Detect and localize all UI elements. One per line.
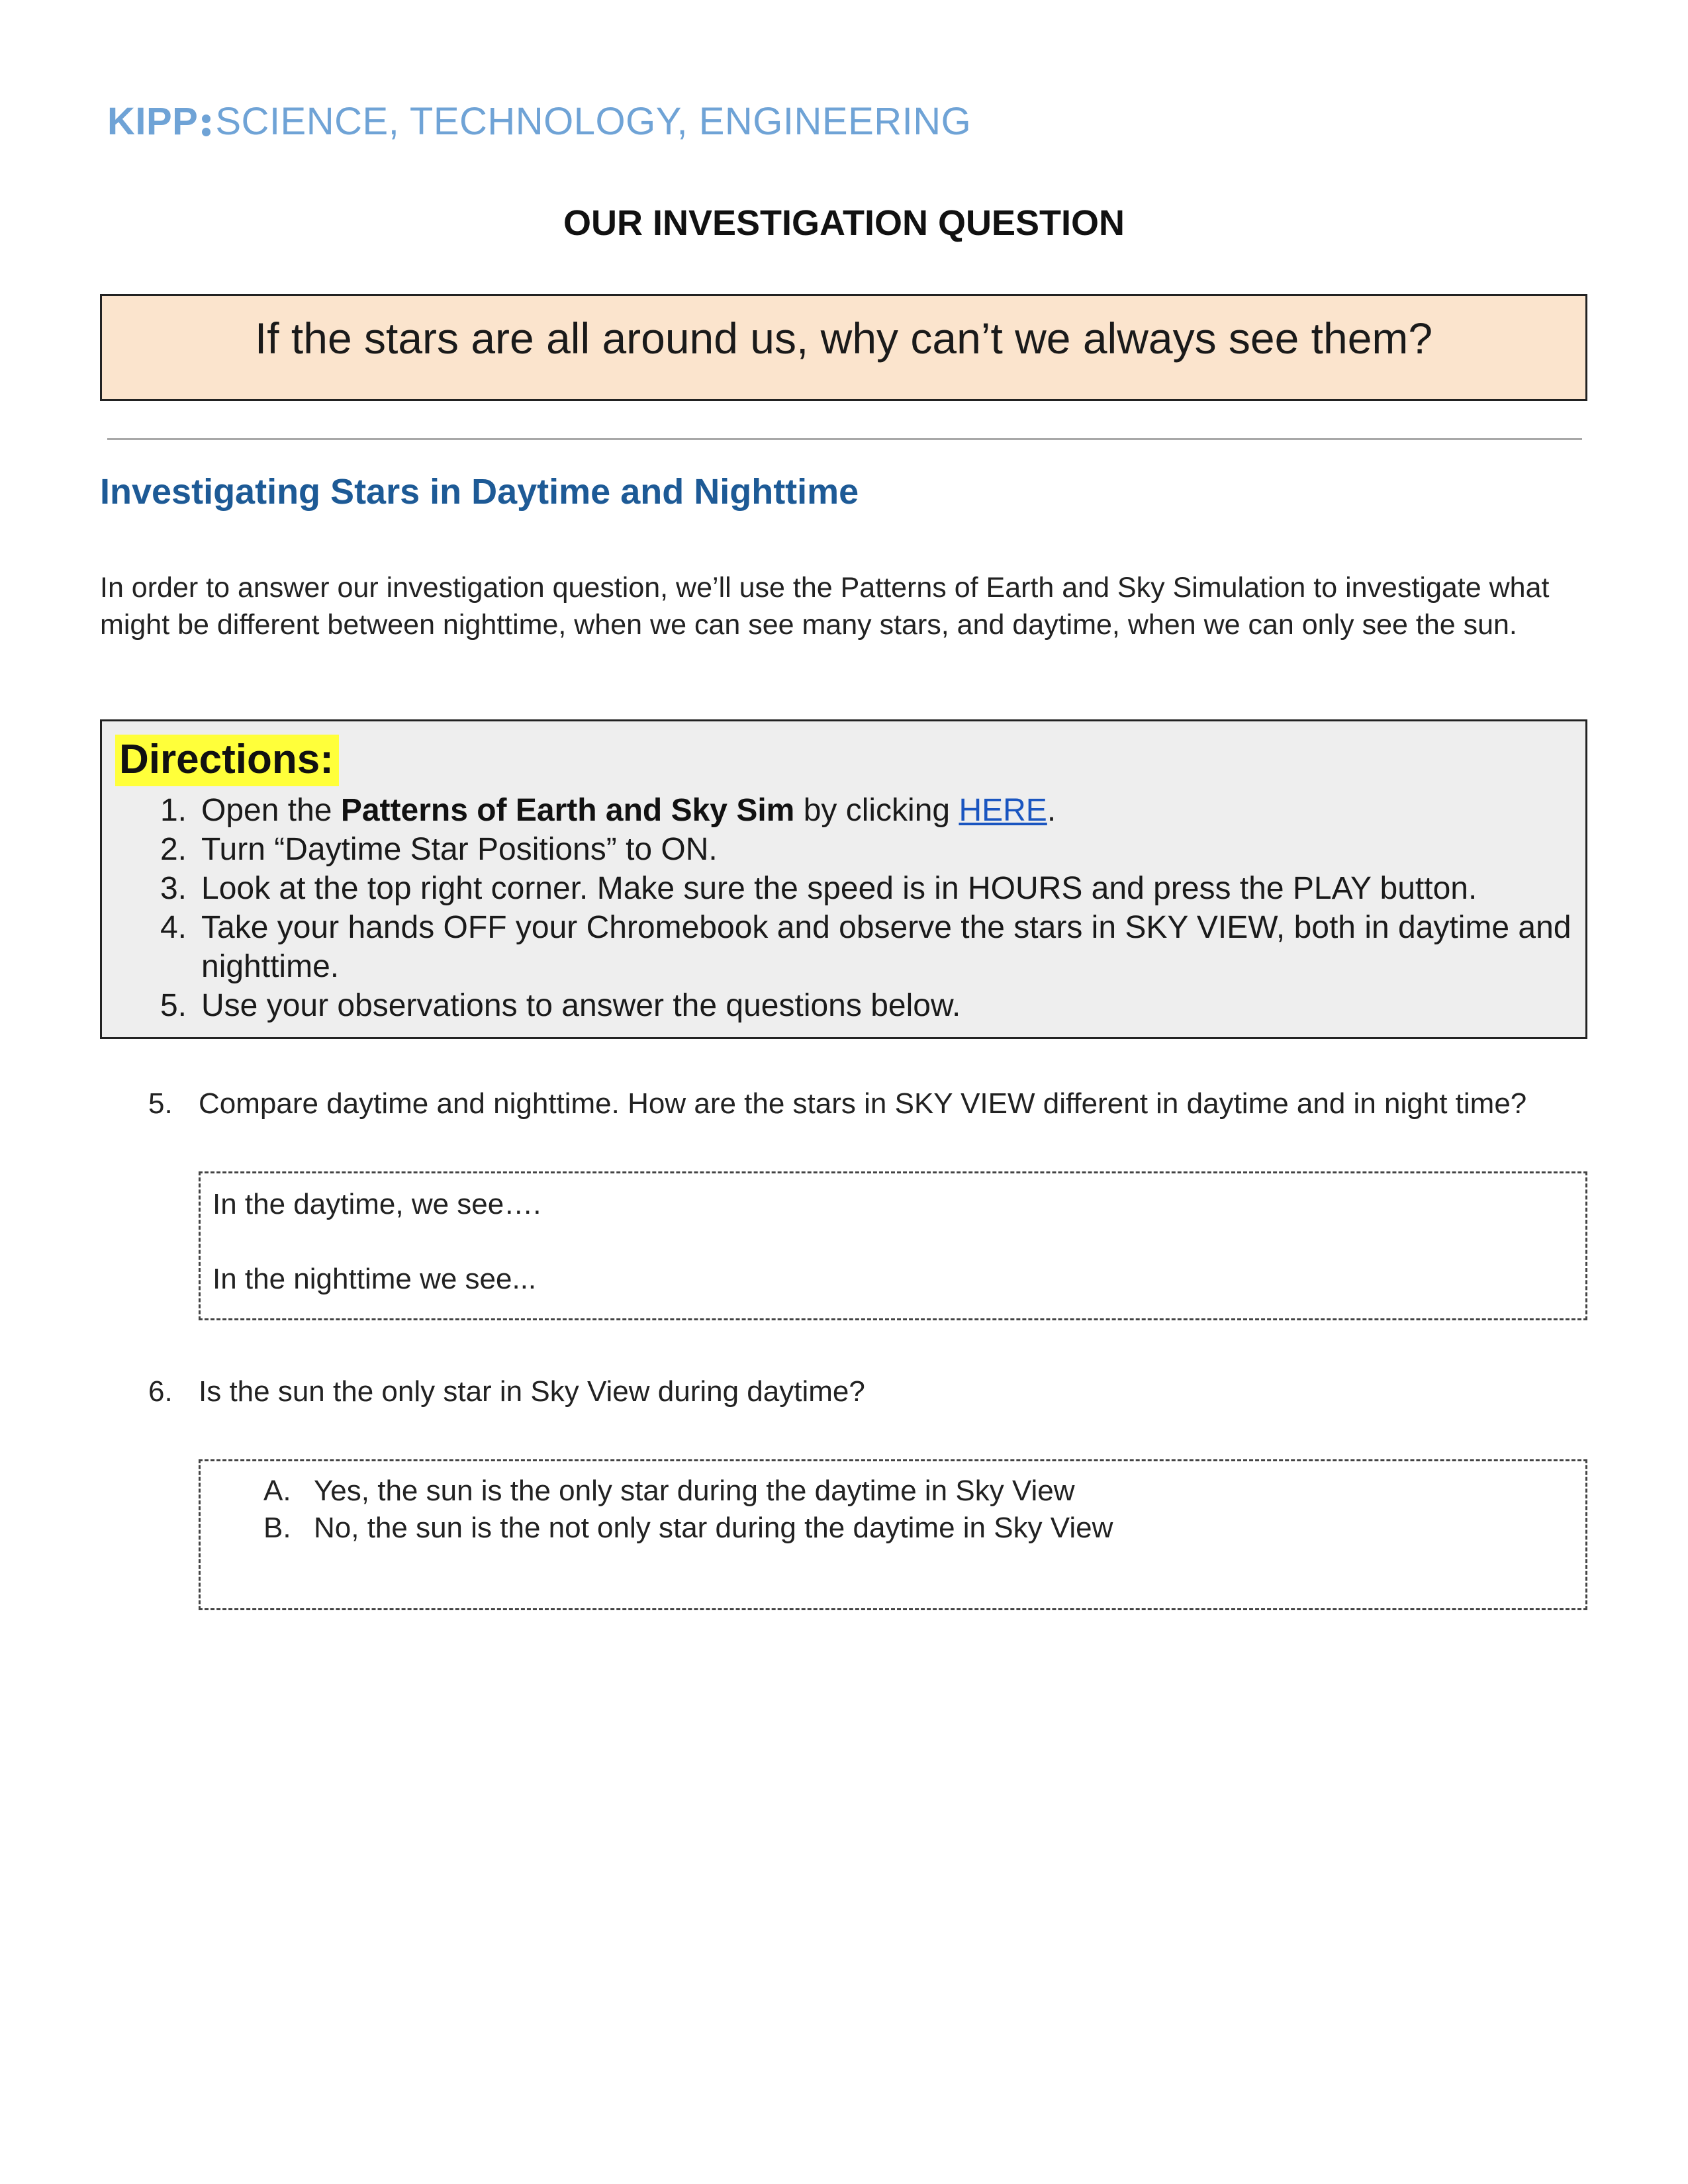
daytime-prompt[interactable]: In the daytime, we see…. [212, 1188, 541, 1220]
choice-text: No, the sun is the not only star during the daytime in Sky View [314, 1512, 1113, 1544]
directions-list [148, 791, 1571, 1025]
choice-b[interactable] [263, 1512, 1113, 1545]
investigation-question-text: If the stars are all around us, why can’t we always see them? [254, 314, 1433, 363]
horizontal-divider [107, 438, 1582, 440]
direction-item [148, 869, 1571, 908]
direction-text: Turn “Daytime Star Positions” to ON. [201, 832, 718, 867]
direction-text: Open the [201, 793, 341, 828]
question-text: Compare daytime and nighttime. How are the stars in SKY VIEW different in daytime and in night time? [199, 1087, 1527, 1120]
direction-item [148, 986, 1571, 1025]
question-number: 5. [148, 1087, 173, 1120]
direction-text: Take your hands OFF your Chromebook and observe the stars in SKY VIEW, both in daytime and nighttime. [201, 910, 1571, 984]
choice-text: Yes, the sun is the only star during the daytime in Sky View [314, 1475, 1075, 1507]
logo-kipp-text: KIPP [107, 100, 199, 143]
logo-colon-icon [201, 111, 211, 137]
logo-subject-text: SCIENCE, TECHNOLOGY, ENGINEERING [215, 100, 972, 143]
direction-number: 5. [160, 988, 187, 1023]
direction-number: 3. [160, 871, 187, 906]
directions-box [100, 719, 1587, 1039]
direction-text: Use your observations to answer the questions below. [201, 988, 961, 1023]
question-number: 6. [148, 1375, 173, 1408]
direction-text: . [1047, 793, 1056, 828]
section-heading: Investigating Stars in Daytime and Nighttime [100, 472, 859, 512]
choice-letter: B. [263, 1512, 291, 1544]
direction-item [148, 830, 1571, 869]
choice-a[interactable] [263, 1475, 1075, 1508]
answer-box-q5[interactable] [199, 1171, 1587, 1320]
page-title: OUR INVESTIGATION QUESTION [563, 203, 1125, 243]
direction-item [148, 908, 1571, 986]
question-6 [148, 1375, 865, 1408]
choice-letter: A. [263, 1475, 291, 1507]
direction-number: 1. [160, 793, 187, 828]
nighttime-prompt[interactable]: In the nighttime we see... [212, 1263, 537, 1295]
direction-number: 2. [160, 832, 187, 867]
answer-box-q6 [199, 1459, 1587, 1610]
direction-text: by clicking [794, 793, 959, 828]
question-5 [148, 1087, 1526, 1120]
intro-paragraph: In order to answer our investigation question, we’ll use the Patterns of Earth and Sky Simulation to investigate what might be different between nighttime, when we can see many stars, and daytime, when we can only see the sun. [100, 572, 1550, 641]
directions-title: Directions: [115, 735, 339, 786]
investigation-question-box [100, 294, 1587, 401]
sim-name: Patterns of Earth and Sky Sim [340, 793, 795, 828]
direction-number: 4. [160, 910, 187, 945]
question-text: Is the sun the only star in Sky View during daytime? [199, 1375, 865, 1408]
here-link[interactable]: HERE [959, 793, 1047, 828]
direction-item [148, 791, 1571, 830]
kipp-logo [107, 99, 971, 144]
direction-text: Look at the top right corner. Make sure the speed is in HOURS and press the PLAY button. [201, 871, 1477, 906]
